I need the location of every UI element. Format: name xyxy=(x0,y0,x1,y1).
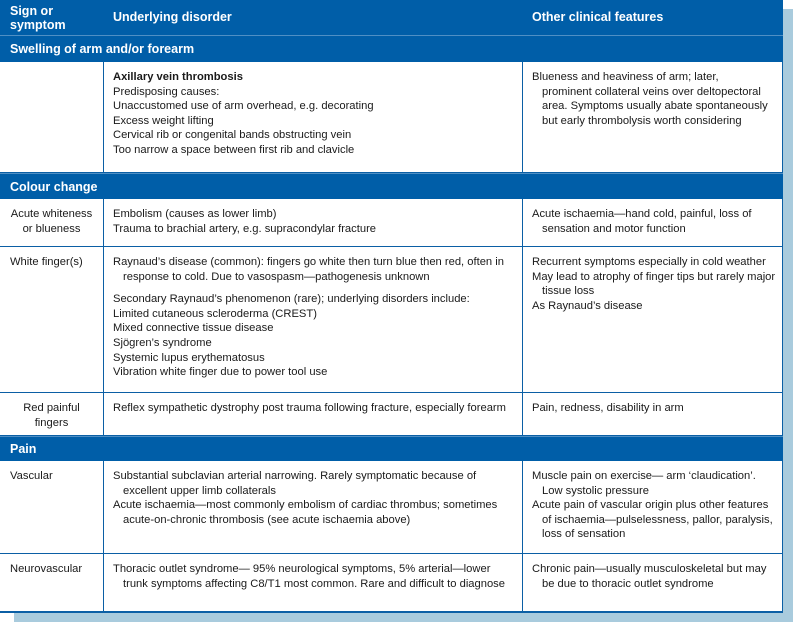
disorder-cell xyxy=(113,207,513,236)
table-shadow-right xyxy=(783,9,793,622)
disorder-line: Secondary Raynaud’s phenomenon (rare); underlying disorders include: xyxy=(113,293,470,306)
column-divider xyxy=(103,461,104,611)
features-cell xyxy=(532,469,776,542)
disorder-line: Vibration white finger due to power tool use xyxy=(113,366,328,379)
disorder-line: Thoracic outlet syndrome— 95% neurological symptoms, 5% arterial—lower trunk symptoms affecting C8/T1 most common. Rare and difficult to diagnose xyxy=(113,563,506,590)
header-other-clinical-features: Other clinical features xyxy=(532,10,664,24)
features-line: Muscle pain on exercise— arm ‘claudication’. Low systolic pressure xyxy=(532,470,756,497)
disorder-cell xyxy=(113,562,513,591)
section-heading-pain: Pain xyxy=(0,436,783,461)
disorder-line: Cervical rib or congenital bands obstructing vein xyxy=(113,129,352,142)
features-line: Acute pain of vascular origin plus other features of ischaemia—pulselessness, pallor, paralysis, loss of sensation xyxy=(532,499,773,541)
features-line: Acute ischaemia—hand cold, painful, loss of sensation and motor function xyxy=(532,208,752,235)
features-line: Recurrent symptoms especially in cold weather xyxy=(532,256,766,268)
disorder-line: Systemic lupus erythematosus xyxy=(113,351,265,364)
features-cell xyxy=(532,207,776,236)
sign-line: or blueness xyxy=(22,222,81,235)
features-line: May lead to atrophy of finger tips but rarely major tissue loss xyxy=(532,270,776,298)
table-row xyxy=(0,62,783,173)
table-row xyxy=(0,554,783,611)
features-line: Blueness and heaviness of arm; later, prominent collateral veins over deltopectoral area. Symptoms usually abate spontaneously but early thrombolysis worth considering xyxy=(532,71,768,127)
sign-cell: Neurovascular xyxy=(10,563,83,575)
disorder-line: Sjögren’s syndrome xyxy=(113,336,212,349)
disorder-line: Reflex sympathetic dystrophy post trauma following fracture, especially forearm xyxy=(113,402,506,414)
features-cell xyxy=(532,70,768,128)
features-cell xyxy=(532,562,776,591)
header-sign-or-symptom xyxy=(10,4,100,32)
sign-cell xyxy=(0,207,103,236)
features-line: Pain, redness, disability in arm xyxy=(532,402,684,414)
disorder-cell xyxy=(113,70,513,158)
features-line: As Raynaud’s disease xyxy=(532,299,643,312)
sign-line: fingers xyxy=(34,416,69,429)
table-row xyxy=(0,461,783,554)
disorder-heading: Axillary vein thrombosis xyxy=(113,71,243,83)
header-col1-line2: symptom xyxy=(10,18,66,32)
table-row xyxy=(0,199,783,247)
section-heading-swelling: Swelling of arm and/or forearm xyxy=(0,35,783,62)
disorder-line: Too narrow a space between first rib and clavicle xyxy=(113,143,355,156)
table-row xyxy=(0,247,783,393)
column-divider xyxy=(522,199,523,436)
header-underlying-disorder: Underlying disorder xyxy=(113,10,232,24)
table-shadow-bottom xyxy=(14,612,793,622)
disorder-line: Excess weight lifting xyxy=(113,114,214,127)
disorder-line: Trauma to brachial artery, e.g. supracondylar fracture xyxy=(113,222,377,235)
column-divider xyxy=(522,62,523,173)
section-heading-colour-change: Colour change xyxy=(0,173,783,199)
disorder-line: Predisposing causes: xyxy=(113,85,220,98)
disorder-line: Mixed connective tissue disease xyxy=(113,322,274,335)
column-divider xyxy=(103,199,104,436)
features-cell xyxy=(532,401,776,416)
sign-cell xyxy=(0,401,103,430)
sign-cell: Vascular xyxy=(10,470,53,482)
disorder-line: Unaccustomed use of arm overhead, e.g. decorating xyxy=(113,100,374,113)
disorder-line: Embolism (causes as lower limb) xyxy=(113,208,277,220)
table-row xyxy=(0,393,783,436)
disorder-cell xyxy=(113,255,513,380)
column-divider xyxy=(522,461,523,611)
disorder-line: Acute ischaemia—most commonly embolism of cardiac thrombus; sometimes acute-on-chronic thrombosis (see acute ischaemia above) xyxy=(113,499,498,526)
sign-line: Red painful xyxy=(23,402,80,414)
table-header xyxy=(0,0,783,35)
sign-line: Acute whiteness xyxy=(10,208,93,220)
disorder-cell xyxy=(113,401,513,416)
disorder-cell xyxy=(113,469,513,527)
disorder-line: Substantial subclavian arterial narrowing. Rarely symptomatic because of excellent upper limb collaterals xyxy=(113,470,477,497)
features-line: Chronic pain—usually musculoskeletal but may be due to thoracic outlet syndrome xyxy=(532,563,767,590)
spacer xyxy=(113,284,513,292)
features-cell xyxy=(532,255,776,313)
disorder-line: Raynaud’s disease (common): fingers go white then turn blue then red, often in response to cold. Due to vasospasm—pathogenesis unknown xyxy=(113,256,504,283)
disorder-line: Limited cutaneous scleroderma (CREST) xyxy=(113,307,317,320)
column-divider xyxy=(103,62,104,173)
sign-cell: White finger(s) xyxy=(10,256,83,268)
header-col1-line1: Sign or xyxy=(10,4,54,18)
